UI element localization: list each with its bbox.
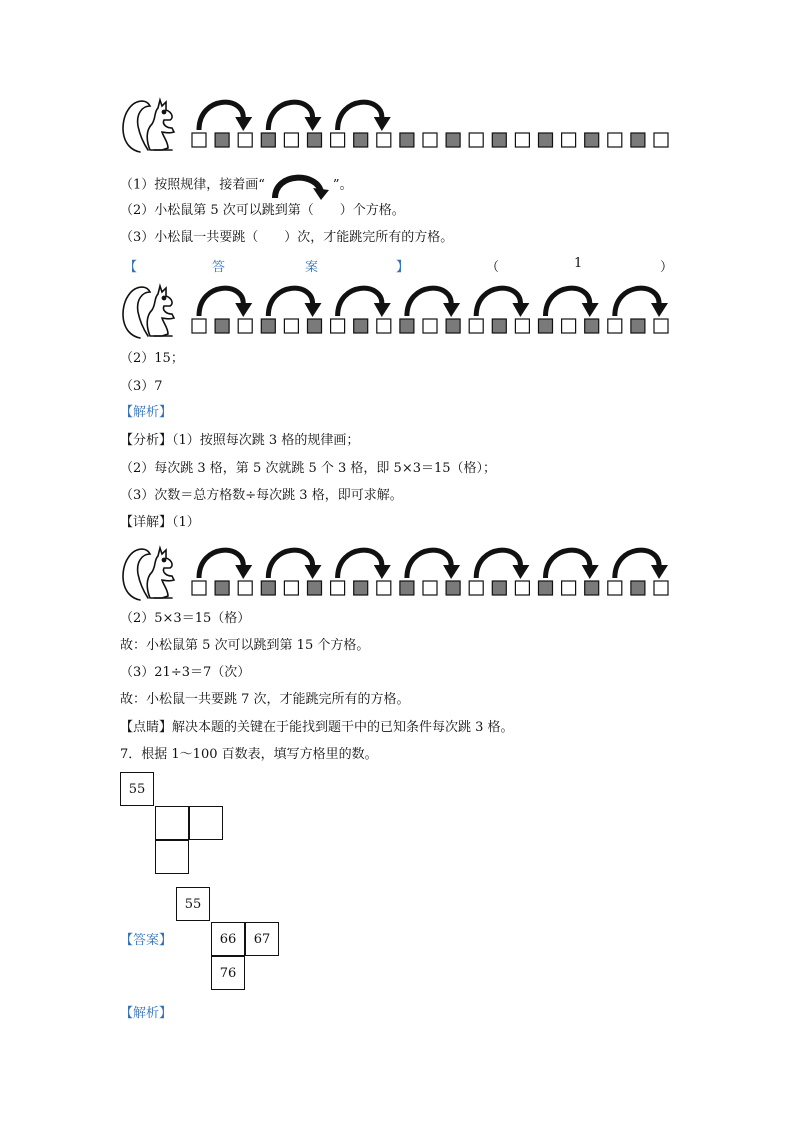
grid-square [562, 319, 576, 333]
squirrel-jump-diagram-detail [118, 540, 678, 604]
jump-arc-arrow [199, 102, 243, 130]
answer-label-char1: 答 [212, 260, 226, 275]
answer-heading-row [120, 256, 674, 275]
grid-square [400, 319, 414, 333]
grid-square [423, 319, 437, 333]
fenxi-tag: 【分析】 [120, 433, 173, 448]
xiangjie-tag: 【详解】 [120, 515, 173, 530]
xiangjie-line1 [120, 514, 200, 532]
grid-square [284, 133, 298, 147]
grid-square [492, 133, 506, 147]
grid-cell-blank[interactable] [155, 840, 189, 874]
grid-square [654, 319, 668, 333]
arrow-head-icon [512, 303, 529, 317]
grid-square [423, 581, 437, 595]
arrow-head-icon [374, 303, 391, 317]
q6-part1-text: （1）按照规律，接着画“ [120, 177, 265, 193]
detail-2: （2）5×3＝15（格） [120, 611, 251, 626]
grid-square [308, 319, 322, 333]
grid-square [215, 319, 229, 333]
jump-arc-arrow [199, 288, 243, 316]
grid-square [446, 581, 460, 595]
detail-3: （3）21÷3＝7（次） [120, 665, 251, 680]
answer-bracket-close: 】 [396, 260, 410, 275]
answer-line-2: （2）15； [120, 351, 184, 366]
squirrel-jump-diagram [118, 92, 678, 156]
fenxi-line1 [120, 432, 359, 450]
grid-square [515, 581, 529, 595]
q6-part3: （3）小松鼠一共要跳（ ）次，才能跳完所有的方格。 [120, 230, 454, 245]
q7-text: 7．根据 1～100 百数表，填写方格里的数。 [120, 747, 378, 762]
squirrel-jump-figure-detail [118, 540, 678, 604]
grid-square [539, 581, 553, 595]
grid-square [585, 133, 599, 147]
arrow-head-icon [582, 565, 599, 579]
arrow-head-icon [443, 565, 460, 579]
squirrel-jump-diagram-answer [118, 278, 678, 342]
grid-square [515, 133, 529, 147]
grid-square [261, 133, 275, 147]
grid-square [631, 133, 645, 147]
squirrel-icon [123, 286, 174, 338]
detail-3-conclusion: 故：小松鼠一共要跳 7 次，才能跳完所有的方格。 [120, 692, 410, 707]
grid-square [608, 581, 622, 595]
answer-paren-open: （ [486, 260, 500, 275]
grid-square [377, 133, 391, 147]
jump-arc-arrow [546, 288, 590, 316]
grid-square [608, 133, 622, 147]
arrow-head-icon [374, 117, 391, 131]
grid-square [261, 581, 275, 595]
grid-square [308, 581, 322, 595]
grid-square [192, 581, 206, 595]
grid-cell-answer: 67 [245, 922, 279, 956]
grid-square [377, 581, 391, 595]
grid-square [238, 581, 252, 595]
grid-square [215, 581, 229, 595]
grid-square [446, 319, 460, 333]
answer-number: 1 [574, 256, 583, 271]
grid-square [469, 133, 483, 147]
jump-arc-arrow [546, 550, 590, 578]
arrow-head-icon [582, 303, 599, 317]
answer-bracket-open: 【 [124, 260, 138, 275]
jump-arc-arrow [615, 288, 659, 316]
arrow-head-icon [305, 303, 322, 317]
grid-square [331, 319, 345, 333]
grid-square [469, 319, 483, 333]
arrow-head-icon [235, 303, 252, 317]
arrow-head-icon [651, 303, 668, 317]
jump-arc-arrow [338, 550, 382, 578]
q7-analysis-tag: 【解析】 [120, 1006, 173, 1021]
squirrel-icon [123, 100, 174, 152]
grid-cell-answer: 76 [211, 956, 245, 990]
fenxi-text1: （1）按照每次跳 3 格的规律画； [172, 433, 360, 448]
grid-square [261, 319, 275, 333]
answer-label-char2: 案 [305, 260, 319, 275]
squirrel-jump-figure-question [118, 92, 678, 156]
grid-square [377, 319, 391, 333]
grid-square [654, 581, 668, 595]
q6-part2: （2）小松鼠第 5 次可以跳到第（ ）个方格。 [120, 203, 405, 218]
detail-2-conclusion: 故：小松鼠第 5 次可以跳到第 15 个方格。 [120, 638, 370, 653]
grid-square [192, 133, 206, 147]
grid-square [215, 133, 229, 147]
arrow-head-icon [235, 117, 252, 131]
grid-cell-blank[interactable] [155, 806, 189, 840]
fenxi-line2: （2）每次跳 3 格，第 5 次就跳 5 个 3 格，即 5×3＝15（格）； [120, 461, 497, 476]
grid-square [331, 581, 345, 595]
jump-arc-arrow [476, 288, 520, 316]
grid-square [354, 581, 368, 595]
arrow-head-icon [305, 565, 322, 579]
grid-square [492, 581, 506, 595]
analysis-title: 【解析】 [120, 405, 173, 420]
arrow-head-icon [512, 565, 529, 579]
grid-square [515, 319, 529, 333]
grid-square [631, 581, 645, 595]
jump-arc-arrow [615, 550, 659, 578]
grid-cell-given: 55 [120, 772, 154, 806]
fenxi-line3: （3）次数＝总方格数÷每次跳 3 格，即可求解。 [120, 488, 403, 503]
grid-square [238, 319, 252, 333]
jump-arc-arrow [407, 288, 451, 316]
grid-square [539, 133, 553, 147]
jump-arc-arrow [268, 102, 312, 130]
arrow-head-icon [443, 303, 460, 317]
arrow-head-icon [305, 117, 322, 131]
squirrel-icon [123, 548, 174, 600]
grid-square [492, 319, 506, 333]
q6-part1-text-end: ”。 [332, 177, 353, 193]
q6-part1 [120, 170, 353, 200]
arrow-head-icon [374, 565, 391, 579]
grid-square [400, 133, 414, 147]
arc-arrow-icon [267, 170, 331, 200]
jump-arc-arrow [268, 550, 312, 578]
grid-square [631, 319, 645, 333]
jump-arc-arrow [338, 102, 382, 130]
arrow-head-icon [651, 565, 668, 579]
jump-arc-arrow [407, 550, 451, 578]
grid-cell-answer: 66 [211, 922, 245, 956]
dianjing-tag: 【点睛】 [120, 720, 173, 735]
grid-square [539, 319, 553, 333]
grid-square [308, 133, 322, 147]
grid-square [331, 133, 345, 147]
squirrel-jump-figure-answer [118, 278, 678, 342]
grid-square [654, 133, 668, 147]
grid-square [423, 133, 437, 147]
q7-answer-tag: 【答案】 [120, 933, 173, 948]
jump-arc-arrow [199, 550, 243, 578]
grid-cell-blank[interactable] [189, 806, 223, 840]
grid-square [585, 319, 599, 333]
grid-square [192, 319, 206, 333]
grid-cell-answer: 55 [176, 887, 210, 921]
grid-square [238, 133, 252, 147]
grid-square [562, 133, 576, 147]
jump-arc-arrow [338, 288, 382, 316]
grid-square [608, 319, 622, 333]
grid-square [562, 581, 576, 595]
dianjing-line [120, 719, 514, 737]
grid-square [354, 319, 368, 333]
xiangjie-text1: （1） [172, 515, 200, 530]
dianjing-text: 解决本题的关键在于能找到题干中的已知条件每次跳 3 格。 [172, 720, 514, 735]
answer-line-3: （3）7 [120, 379, 163, 394]
grid-square [354, 133, 368, 147]
grid-square [446, 133, 460, 147]
grid-square [469, 581, 483, 595]
jump-arc-arrow [268, 288, 312, 316]
grid-square [400, 581, 414, 595]
answer-paren-close: ） [660, 260, 674, 275]
grid-square [284, 581, 298, 595]
arrow-head-icon [235, 565, 252, 579]
jump-arc-arrow [476, 550, 520, 578]
grid-square [585, 581, 599, 595]
grid-square [284, 319, 298, 333]
